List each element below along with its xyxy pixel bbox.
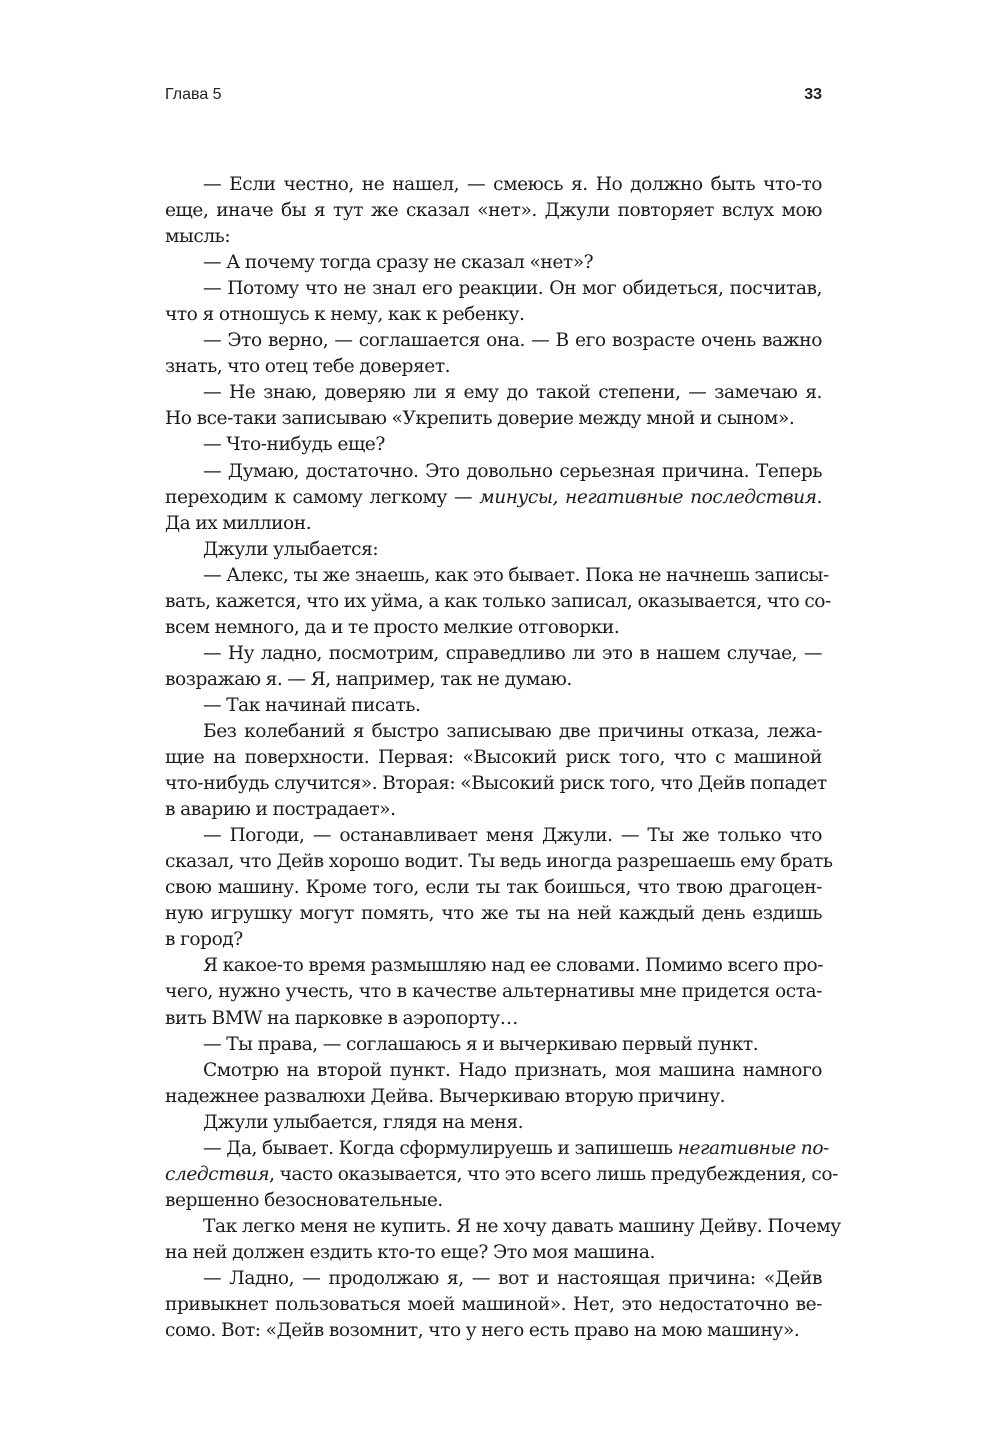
line-text: Я какое-то время размышляю над ее словами. Помимо всего про- [203,955,824,977]
text-line [165,927,822,953]
text-line [165,1084,822,1110]
line-text: знать, что отец тебе доверяет. [165,356,451,378]
italic-term: минусы, негативные последствия [479,486,817,508]
line-text: что-нибудь случится». Вторая: «Высокий риск того, что Дейв попадет [165,773,827,795]
line-text: — Ты права, — соглашаюсь я и вычеркиваю первый пункт. [203,1033,759,1055]
line-text: мысль: [165,226,231,248]
text-line [165,224,822,250]
text-line [165,693,822,719]
line-text: — Что-нибудь еще? [203,434,385,456]
text-line [165,1240,822,1266]
line-text: Но все-таки записываю «Укрепить доверие между мной и сыном». [165,408,795,430]
text-line [165,719,822,745]
text-line [165,745,822,771]
text-line [165,537,822,563]
text-line [165,432,822,458]
line-text: переходим к самому легкому — [165,486,473,508]
line-text: Так легко меня не купить. Я не хочу давать машину Дейву. Почему [203,1215,841,1237]
line-text: возражаю я. — Я, например, так не думаю. [165,668,572,690]
text-line [165,979,822,1005]
line-text: всем немного, да и те просто мелкие отговорки. [165,616,620,638]
line-text-after: . [816,486,823,508]
text-line [165,302,822,328]
line-text: чего, нужно учесть, что в качестве альтернативы мне придется оста- [165,981,822,1003]
text-line [165,875,822,901]
text-line [165,485,822,511]
text-line [165,615,822,641]
text-line [165,1032,822,1058]
line-text: — А почему тогда сразу не сказал «нет»? [203,252,594,274]
line-text: в аварию и пострадает». [165,799,396,821]
line-text: — Это верно, — соглашается она. — В его возрасте очень важно [203,330,822,352]
italic-term: негативные по- [677,1137,829,1159]
line-text: вершенно безосновательные. [165,1189,443,1211]
text-line [165,1162,838,1188]
line-text: — Ладно, — продолжаю я, — вот и настоящая причина: «Дейв [203,1267,822,1289]
text-line [165,1188,822,1214]
text-line [165,667,822,693]
text-line [165,172,822,198]
line-text: — Если честно, не нашел, — смеюсь я. Но должно быть что-то [203,174,822,195]
text-line [165,901,822,927]
text-line [165,797,822,823]
line-text: — Думаю, достаточно. Это довольно серьезная причина. Теперь [203,460,822,482]
text-line [165,406,822,432]
line-text: что я отношусь к нему, как к ребенку. [165,304,525,326]
line-text: вить BMW на парковке в аэропорту… [165,1007,518,1029]
body-text [165,172,841,1344]
line-text: свою машину. Кроме того, если ты так боишься, что твою драгоцен- [165,877,822,899]
line-text: вать, кажется, что их уйма, а как только записал, оказывается, что со- [165,590,831,612]
text-line [165,771,827,797]
line-text: — Потому что не знал его реакции. Он мог обидеться, посчитав, [203,278,822,300]
text-line [165,563,829,589]
line-text: еще, иначе бы я тут же сказал «нет». Джули повторяет вслух мою [165,200,822,222]
text-line [165,380,822,406]
line-text: на ней должен ездить кто-то еще? Это моя машина. [165,1241,655,1263]
line-text: — Алекс, ты же знаешь, как это бывает. Пока не начнешь записы- [203,564,829,586]
text-line [165,1292,822,1318]
text-line [165,849,833,875]
line-text: — Да, бывает. Когда сформулируешь и запишешь [203,1137,673,1159]
line-text: — Не знаю, доверяю ли я ему до такой степени, — замечаю я. [203,382,822,404]
line-text: Джули улыбается, глядя на меня. [203,1111,524,1133]
text-line [165,198,822,224]
line-text-after: , часто оказывается, что это всего лишь предубеждения, со- [269,1163,838,1185]
text-line [165,328,822,354]
page-number: 33 [804,86,822,103]
chapter-title: Глава 5 [165,86,222,103]
line-text: в город? [165,929,243,951]
text-line [165,823,822,849]
line-text: ную игрушку могут помять, что же ты на ней каждый день ездишь [165,903,822,925]
line-text: Без колебаний я быстро записываю две причины отказа, лежа- [203,720,822,742]
line-text: Джули улыбается: [203,538,379,560]
text-line [165,1136,829,1162]
text-line [165,1318,822,1344]
line-text: Да их миллион. [165,512,312,534]
text-line [165,459,822,485]
line-text: сказал, что Дейв хорошо водит. Ты ведь иногда разрешаешь ему брать [165,851,833,873]
line-text: щие на поверхности. Первая: «Высокий риск того, что с машиной [165,747,822,769]
line-text: — Так начинай писать. [203,694,421,716]
line-text: — Ну ладно, посмотрим, справедливо ли это в нашем случае, — [203,642,822,664]
text-line [165,953,822,979]
text-line [165,1214,841,1240]
text-line [165,276,822,302]
text-line [165,354,822,380]
line-text: надежнее развалюхи Дейва. Вычеркиваю вторую причину. [165,1085,726,1107]
text-line [165,589,831,615]
italic-term: следствия [165,1163,270,1185]
text-line [165,641,822,667]
text-line [165,1058,822,1084]
text-line [165,511,822,537]
text-line [165,1110,822,1136]
line-text: сомо. Вот: «Дейв возомнит, что у него есть право на мою машину». [165,1320,800,1342]
text-line [165,1266,822,1292]
line-text: Смотрю на второй пункт. Надо признать, моя машина намного [203,1059,822,1081]
running-header [165,86,822,110]
line-text: привыкнет пользоваться моей машиной». Нет, это недостаточно ве- [165,1294,822,1316]
line-text: — Погоди, — останавливает меня Джули. — Ты же только что [203,825,822,847]
text-line [165,250,822,276]
text-line [165,1006,822,1032]
